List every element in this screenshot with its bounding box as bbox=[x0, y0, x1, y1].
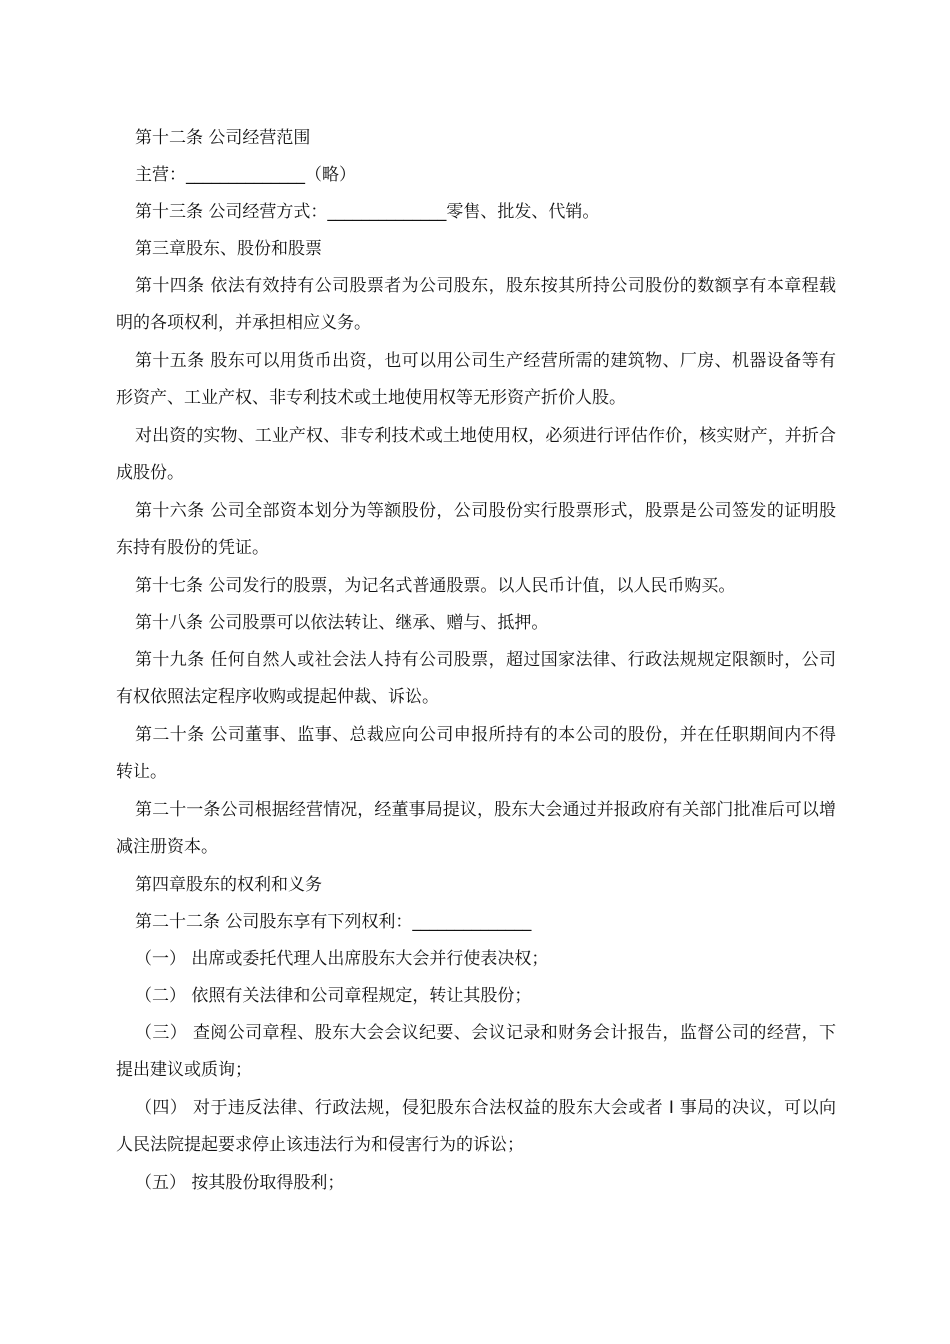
article-15-continuation: 对出资的实物、工业产权、非专利技术或土地使用权，必须进行评估作价，核实财产，并折合成股份。 bbox=[116, 426, 836, 483]
right-item-1: （一） 出席或委托代理人出席股东大会并行使表决权； bbox=[135, 949, 549, 969]
right-item-5: （五） 按其股份取得股利； bbox=[135, 1173, 345, 1193]
article-12: 第十二条 公司经营范围 bbox=[135, 128, 311, 148]
right-item-2: （二） 依照有关法律和公司章程规定，转让其股份； bbox=[135, 986, 532, 1006]
main-business-line: 主营：______________（略） bbox=[135, 165, 356, 185]
article-19: 第十九条 任何自然人或社会法人持有公司股票，超过国家法律、行政法规规定限额时，公司有权依照法定程序收购或提起仲裁、诉讼。 bbox=[116, 650, 836, 707]
right-item-4: （四） 对于违反法律、行政法规，侵犯股东合法权益的股东大会或者 I 事局的决议，可以向人民法院提起要求停止该违法行为和侵害行为的诉讼； bbox=[116, 1098, 836, 1155]
chapter-4-heading: 第四章股东的权利和义务 bbox=[135, 875, 322, 895]
article-13: 第十三条 公司经营方式：______________零售、批发、代销。 bbox=[135, 202, 600, 222]
article-22: 第二十二条 公司股东享有下列权利：______________ bbox=[135, 912, 532, 932]
article-16: 第十六条 公司全部资本划分为等额股份，公司股份实行股票形式，股票是公司签发的证明股东持有股份的凭证。 bbox=[116, 501, 836, 558]
article-20: 第二十条 公司董事、监事、总裁应向公司申报所持有的本公司的股份，并在任职期间内不得转让。 bbox=[116, 725, 836, 782]
article-18: 第十八条 公司股票可以依法转让、继承、赠与、抵押。 bbox=[135, 613, 549, 633]
chapter-3-heading: 第三章股东、股份和股票 bbox=[135, 239, 322, 259]
article-15: 第十五条 股东可以用货币出资，也可以用公司生产经营所需的建筑物、厂房、机器设备等有形资产、工业产权、非专利技术或土地使用权等无形资产折价人股。 bbox=[116, 351, 836, 408]
article-17: 第十七条 公司发行的股票，为记名式普通股票。以人民币计值，以人民币购买。 bbox=[135, 576, 736, 596]
right-item-3: （三） 查阅公司章程、股东大会会议纪要、会议记录和财务会计报告，监督公司的经营，下提出建议或质询； bbox=[116, 1023, 836, 1080]
article-21: 第二十一条公司根据经营情况，经董事局提议，股东大会通过并报政府有关部门批准后可以增减注册资本。 bbox=[116, 800, 836, 857]
article-14: 第十四条 依法有效持有公司股票者为公司股东，股东按其所持公司股份的数额享有本章程载明的各项权利，并承担相应义务。 bbox=[116, 276, 836, 333]
